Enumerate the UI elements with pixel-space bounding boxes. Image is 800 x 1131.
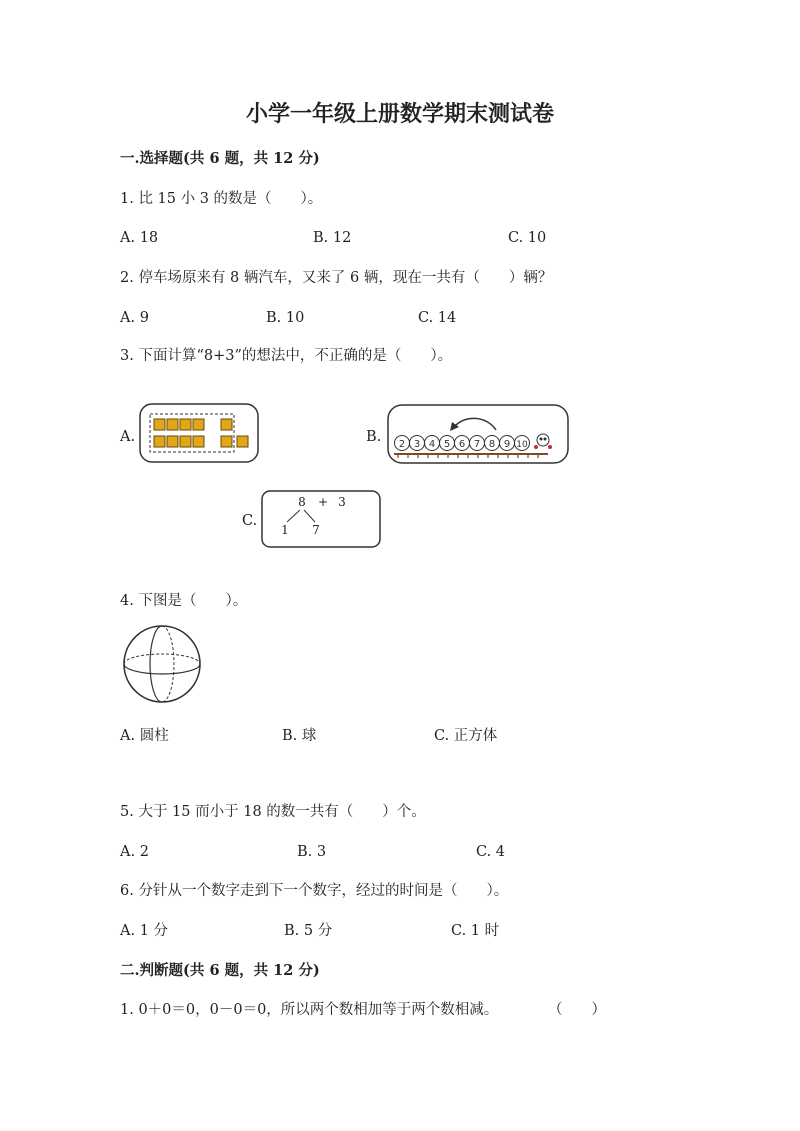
- q3-option-b-label[interactable]: B.: [366, 429, 382, 445]
- section-heading-choice: 一.选择题(共 6 题，共 12 分): [120, 150, 320, 167]
- split-left: 1: [281, 523, 289, 537]
- q3-option-a-label[interactable]: A.: [120, 429, 136, 445]
- track-number: 6: [458, 439, 466, 450]
- track-number: 8: [488, 439, 496, 450]
- track-number: 5: [443, 439, 451, 450]
- split-right: 7: [312, 523, 320, 537]
- q4-option-c[interactable]: C. 正方体: [434, 728, 498, 744]
- counting-on-track-figure: [386, 403, 570, 465]
- question-3-stem: 3. 下面计算“8+3”的想法中，不正确的是（ ）。: [120, 348, 453, 364]
- q2-option-c[interactable]: C. 14: [418, 310, 457, 326]
- track-number: 3: [413, 439, 421, 450]
- section-heading-judgement: 二.判断题(共 6 题，共 12 分): [120, 962, 320, 979]
- question-4-stem: 4. 下图是（ ）。: [120, 593, 248, 609]
- track-number: 2: [398, 439, 406, 450]
- sphere-icon: [120, 623, 204, 705]
- page-title: 小学一年级上册数学期末测试卷: [245, 101, 554, 127]
- q6-option-b[interactable]: B. 5 分: [284, 923, 333, 939]
- q5-option-c[interactable]: C. 4: [476, 844, 506, 860]
- judgement-question-1-stem: 1. 0＋0＝0，0－0＝0，所以两个数相加等于两个数相减。: [120, 1002, 499, 1018]
- q3-option-c-label[interactable]: C.: [242, 513, 258, 529]
- track-number: 9: [503, 439, 511, 450]
- question-2-stem: 2. 停车场原来有 8 辆汽车，又来了 6 辆，现在一共有（ ）辆？: [120, 270, 553, 286]
- cubes-grouping-figure: [138, 402, 260, 464]
- q5-option-b[interactable]: B. 3: [297, 844, 327, 860]
- split-number-figure: [260, 489, 382, 549]
- q1-option-a[interactable]: A. 18: [120, 230, 159, 246]
- track-number: 10: [516, 440, 528, 450]
- q2-option-b[interactable]: B. 10: [266, 310, 305, 326]
- q6-option-c[interactable]: C. 1 时: [451, 923, 500, 939]
- split-top-right: 3: [338, 495, 346, 509]
- split-top-left: 8: [298, 495, 306, 509]
- track-number: 7: [473, 439, 481, 450]
- q1-option-c[interactable]: C. 10: [508, 230, 547, 246]
- q2-option-a[interactable]: A. 9: [120, 310, 149, 326]
- question-6-stem: 6. 分针从一个数字走到下一个数字，经过的时间是（ ）。: [120, 883, 509, 899]
- q1-option-b[interactable]: B. 12: [313, 230, 352, 246]
- question-5-stem: 5. 大于 15 而小于 18 的数一共有（ ）个。: [120, 804, 426, 820]
- q5-option-a[interactable]: A. 2: [120, 844, 149, 860]
- split-plus: +: [317, 495, 329, 509]
- track-number: 4: [428, 439, 436, 450]
- q4-option-a[interactable]: A. 圆柱: [120, 728, 169, 744]
- q6-option-a[interactable]: A. 1 分: [120, 923, 169, 939]
- q4-option-b[interactable]: B. 球: [282, 728, 317, 744]
- question-1-stem: 1. 比 15 小 3 的数是（ ）。: [120, 191, 323, 207]
- judgement-answer-blank[interactable]: （ ）: [548, 1002, 606, 1018]
